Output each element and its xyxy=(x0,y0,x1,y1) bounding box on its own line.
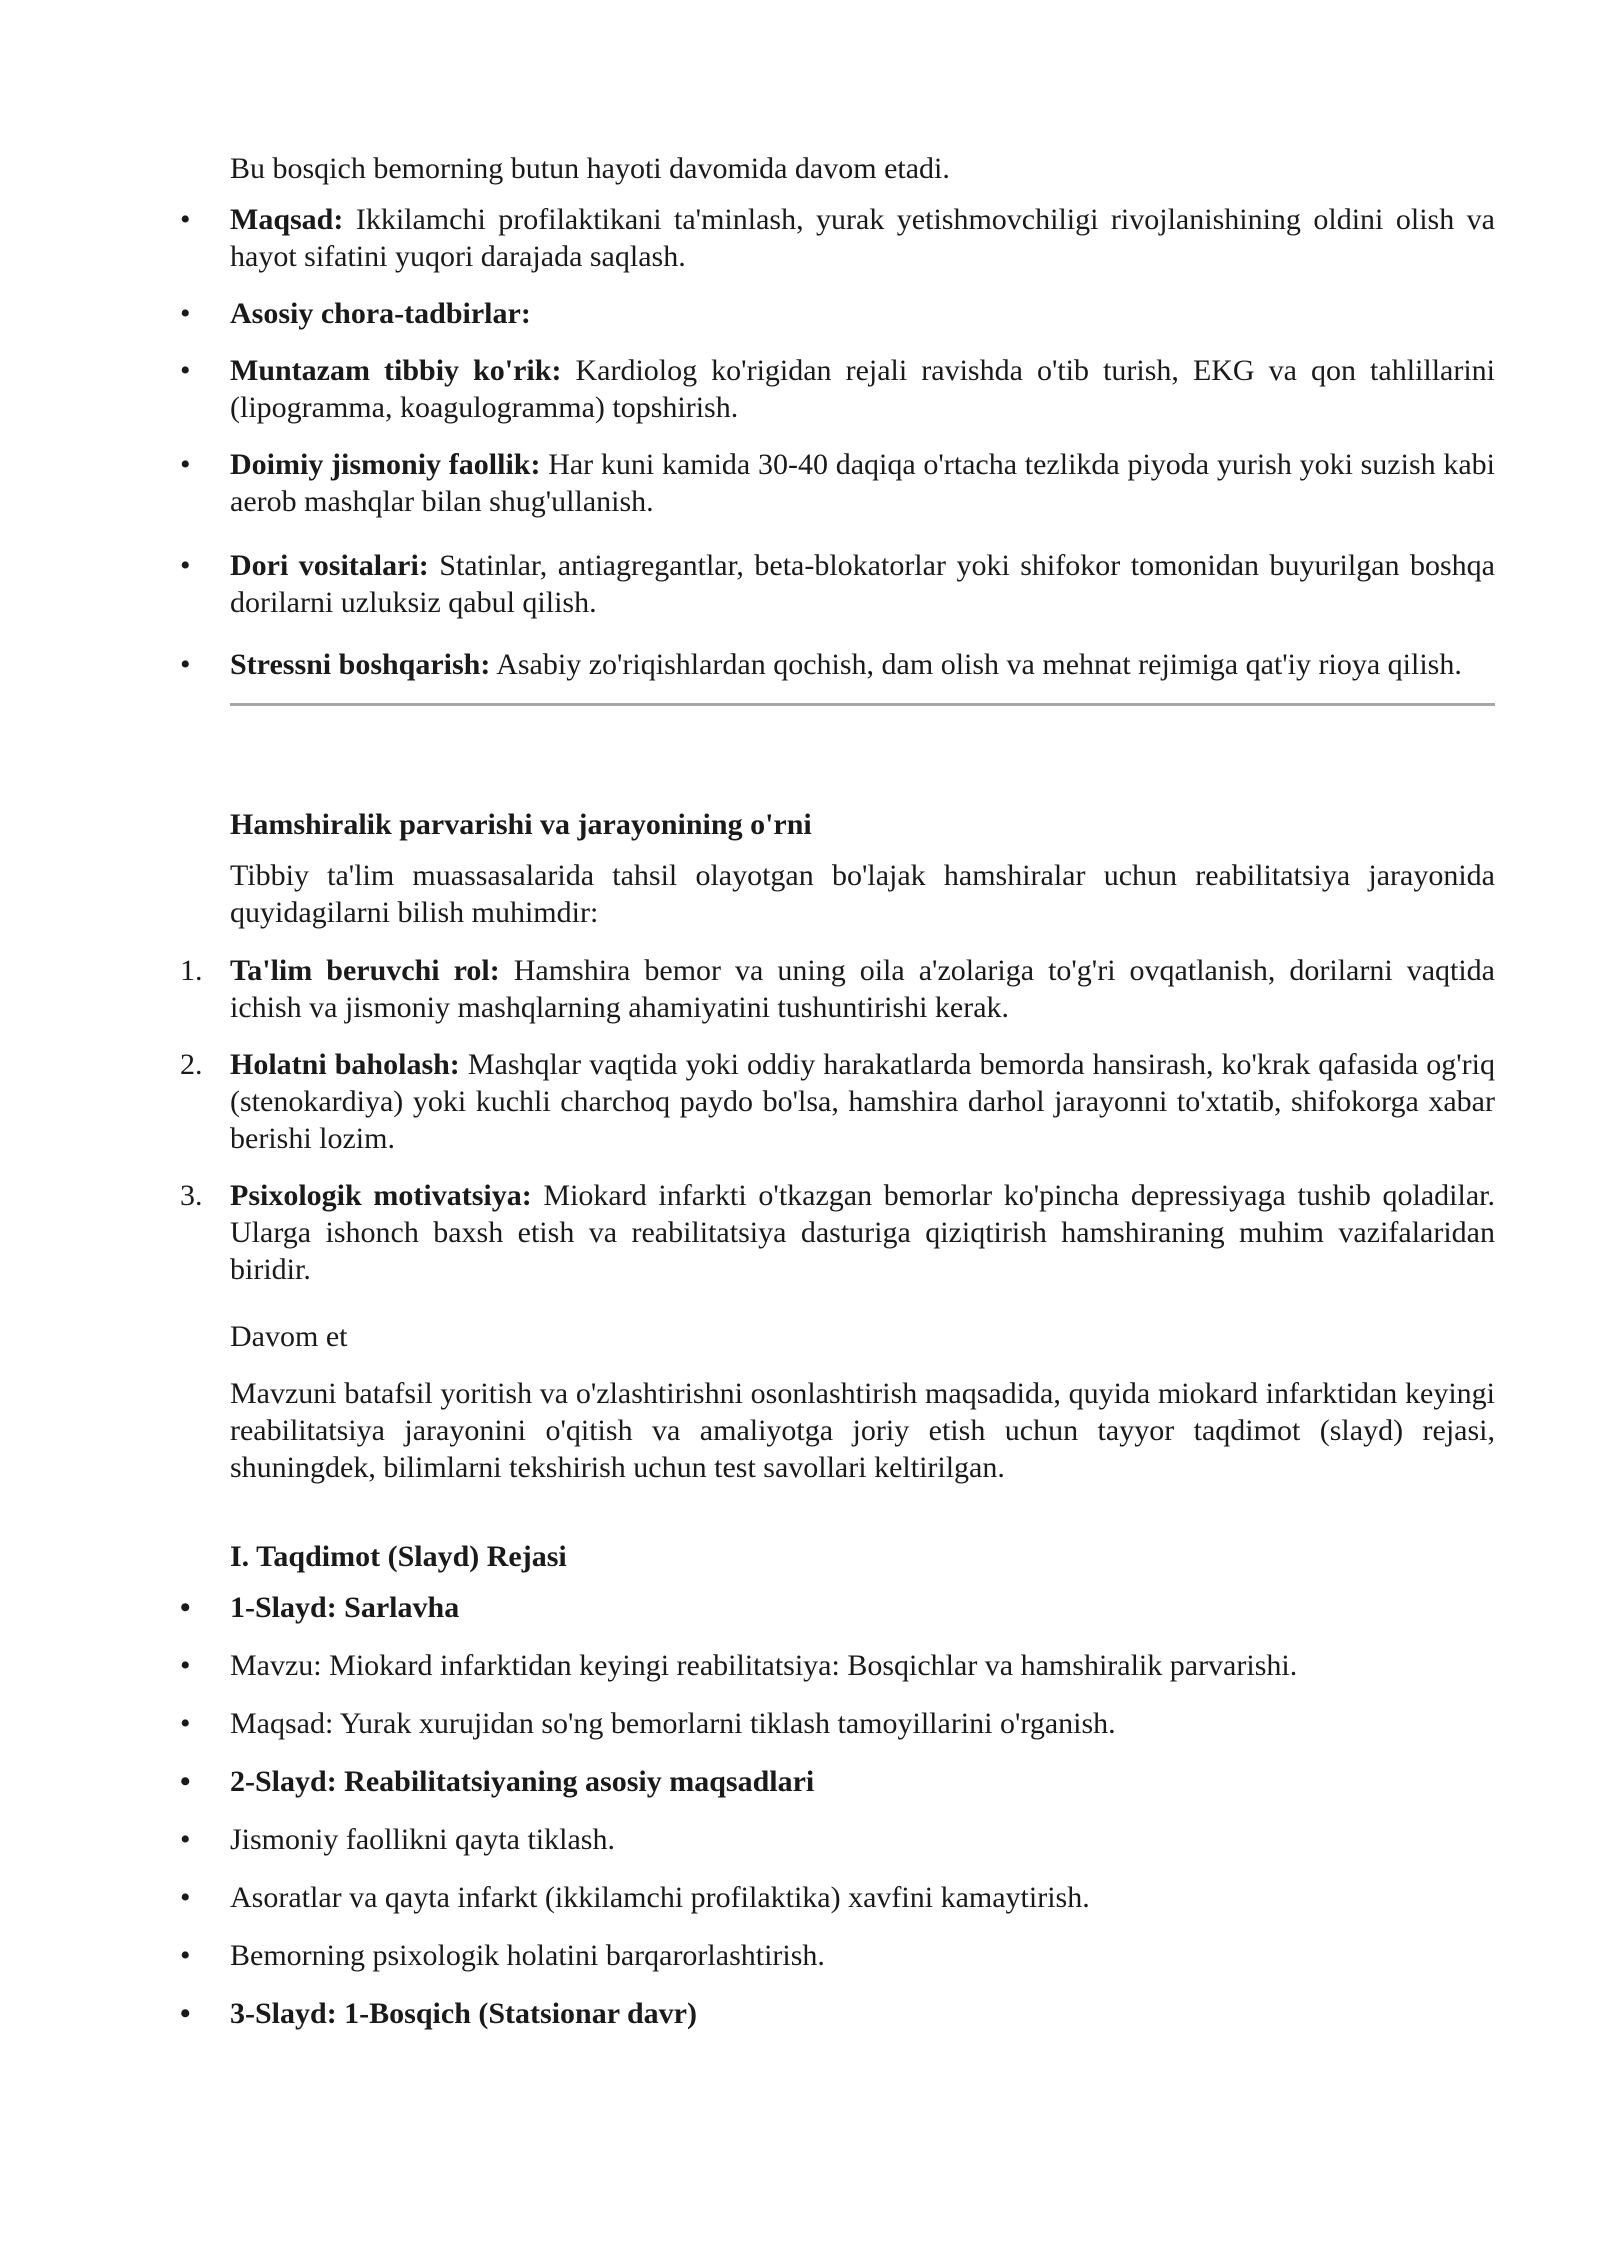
horizontal-divider xyxy=(230,703,1495,706)
list-item: • Maqsad: Ikkilamchi profilaktikani ta'minlash, yurak yetishmovchiligi rivojlanishining oldini olish va hayot sifatini yuqori darajada saqlash. xyxy=(230,201,1495,275)
list-item: • 2-Slayd: Reabilitatsiyaning asosiy maqsadlari xyxy=(230,1763,1495,1800)
list-item: • Stressni boshqarish: Asabiy zo'riqishlardan qochish, dam olish va mehnat rejimiga qat'iy rioya qilish. xyxy=(230,646,1495,683)
list-item: 3. Psixologik motivatsiya: Miokard infarkti o'tkazgan bemorlar ko'pincha depressiyaga tushib qoladilar. Ularga ishonch baxsh etish va reabilitatsiya dasturiga qiziqtirish hamshiraning muhim vazifalaridan biridir. xyxy=(180,1179,1495,1286)
list-item: • Mavzu: Miokard infarktidan keyingi reabilitatsiya: Bosqichlar va hamshiralik parvarishi. xyxy=(230,1647,1495,1684)
list-item: • Jismoniy faollikni qayta tiklash. xyxy=(230,1821,1495,1858)
summary-paragraph: Mavzuni batafsil yoritish va o'zlashtirishni osonlashtirish maqsadida, quyida miokard infarktidan keyingi reabilitatsiya jarayonini o'qitish va amaliyotga joriy etish uchun tayyor taqdimot (slayd) rejasi, shuningdek, bilimlarni tekshirish uchun test savollari keltirilgan. xyxy=(230,1377,1495,1484)
list-item: • Bemorning psixologik holatini barqarorlashtirish. xyxy=(230,1937,1495,1974)
list-item: • Asoratlar va qayta infarkt (ikkilamchi profilaktika) xavfini kamaytirish. xyxy=(230,1879,1495,1916)
stage-bullet-list xyxy=(230,201,1495,683)
list-item: • Muntazam tibbiy ko'rik: Kardiolog ko'rigidan rejali ravishda o'tib turish, EKG va qon tahlillarini (lipogramma, koagulogramma) topshirish. xyxy=(230,352,1495,426)
list-item: • 1-Slayd: Sarlavha xyxy=(230,1589,1495,1626)
list-item: • Asosiy chora-tadbirlar: xyxy=(230,295,1495,332)
document-content xyxy=(180,150,1496,2032)
stage-intro: Bu bosqich bemorning butun hayoti davomida davom etadi. xyxy=(230,152,950,185)
list-item: 1. Ta'lim beruvchi rol: Hamshira bemor va uning oila a'zolariga to'g'ri ovqatlanish, dorilarni vaqtida ichish va jismoniy mashqlarning ahamiyatini tushuntirishi kerak. xyxy=(180,954,1495,1024)
list-item: 2. Holatni baholash: Mashqlar vaqtida yoki oddiy harakatlarda bemorda hansirash, ko'krak qafasida og'riq (stenokardiya) yoki kuchli charchoq paydo bo'lsa, hamshira darhol jarayonni to'xtatib, shifokorga xabar berishi lozim. xyxy=(180,1048,1496,1155)
list-item: • Doimiy jismoniy faollik: Har kuni kamida 30-40 daqiqa o'rtacha tezlikda piyoda yurish yoki suzish kabi aerob mashqlar bilan shug'ullanish. xyxy=(230,446,1495,520)
continue-label: Davom et xyxy=(230,1320,348,1353)
list-item: • Maqsad: Yurak xurujidan so'ng bemorlarni tiklash tamoyillarini o'rganish. xyxy=(230,1705,1495,1742)
section-heading-slides: I. Taqdimot (Slayd) Rejasi xyxy=(230,1540,567,1573)
nursing-numbered-list xyxy=(180,952,1496,1288)
nursing-intro: Tibbiy ta'lim muassasalarida tahsil olayotgan bo'lajak hamshiralar uchun reabilitatsiya jarayonida quyidagilarni bilish muhimdir: xyxy=(230,859,1495,929)
list-item: • 3-Slayd: 1-Bosqich (Statsionar davr) xyxy=(230,1995,1495,2032)
slides-bullet-list xyxy=(230,1589,1495,2032)
list-item: • Dori vositalari: Statinlar, antiagregantlar, beta-blokatorlar yoki shifokor tomonidan buyurilgan boshqa dorilarni uzluksiz qabul qilish. xyxy=(230,547,1495,621)
section-heading-nursing: Hamshiralik parvarishi va jarayonining o'rni xyxy=(230,808,812,841)
